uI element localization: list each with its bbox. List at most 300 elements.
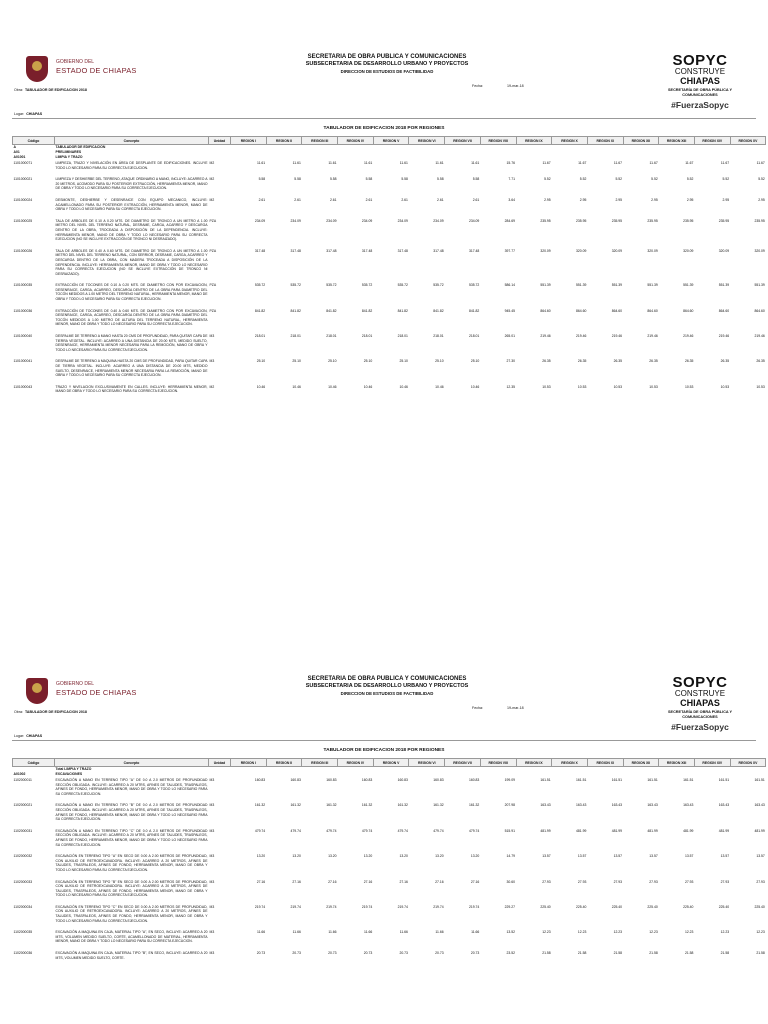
region-price: 5.52 (758, 177, 765, 182)
region-price: 11.66 (435, 930, 444, 935)
brand-construye: CONSTRUYE (674, 67, 726, 76)
chiapas-government-logo (26, 678, 186, 708)
region-price: 14.79 (506, 854, 515, 859)
region-price: 161.32 (397, 803, 408, 808)
sopyc-logo (660, 54, 740, 110)
region-price: 2.61 (294, 197, 301, 202)
region-price: 13.57 (613, 854, 623, 859)
region-price: 551.39 (754, 283, 765, 288)
column-header: REGION XIV (694, 137, 730, 145)
region-price: 13.57 (577, 854, 587, 859)
region-price: 481.99 (611, 828, 623, 833)
region-price: 11.66 (256, 930, 266, 935)
region-price: 235.95 (540, 218, 551, 223)
region-price: 160.83 (290, 778, 301, 782)
column-header: Unidad (209, 759, 231, 767)
region-price: 235.95 (754, 218, 765, 223)
column-header: REGION IX (516, 759, 552, 767)
item-unit: M3 (209, 803, 215, 808)
region-price: 479.74 (254, 828, 266, 833)
table-header-row (13, 137, 766, 145)
region-price: 26.35 (577, 359, 587, 364)
page-header (12, 50, 756, 122)
table-row (13, 333, 766, 353)
region-price: 11.61 (328, 161, 337, 165)
region-price: 26.35 (649, 359, 658, 364)
region-price: 30.60 (506, 879, 515, 884)
column-header: REGION II (266, 759, 302, 767)
region-price: 11.61 (399, 161, 408, 165)
region-price: 317.48 (326, 248, 337, 253)
column-header: REGION XI (587, 137, 623, 145)
item-unit: M3 (209, 828, 215, 833)
item-code: 1102000034 (13, 904, 33, 909)
item-code: 1101000025 (13, 218, 33, 223)
region-price: 229.27 (504, 904, 515, 909)
section-title: Total LIMPIA Y TRAZO (55, 767, 92, 771)
region-price: 27.16 (328, 879, 337, 884)
column-header: Código (13, 759, 55, 767)
item-unit: M3 (209, 854, 215, 859)
region-price: 481.99 (540, 828, 551, 833)
region-price: 161.32 (254, 803, 266, 808)
region-price: 161.51 (718, 778, 730, 782)
region-price: 20.73 (256, 951, 266, 956)
item-description: LIMPIEZA Y DESHIERBE DEL TERRENO, ATAQUE ORDINARIO A MANO, INCLUYE: ACARREO A 20 METROS, ACOMODO PARA SU POSTERIOR EXTRACCIÓN, HERRAMIENTA MENOR, MANO DE OBRA Y TODO LO NECESARIO PARA SU CORRECTA EJECUCION. (55, 177, 208, 191)
region-price: 23.52 (506, 951, 515, 956)
gov-line-1: GOBIERNO DEL (56, 681, 95, 687)
region-price: 320.09 (647, 248, 658, 253)
region-price: 11.61 (435, 161, 444, 165)
region-price: 5.52 (544, 177, 551, 182)
region-price: 5.52 (579, 177, 587, 182)
region-price: 13.52 (506, 930, 515, 935)
document-page-2 (12, 672, 765, 1024)
region-price: 481.99 (576, 828, 587, 833)
obra-value: TABULADOR DE EDIFICACION 2018 (25, 710, 87, 714)
obra-label: Obra: (14, 710, 23, 714)
region-price: 218.01 (290, 334, 301, 339)
region-price: 161.51 (611, 778, 623, 782)
region-price: 160.83 (433, 778, 444, 782)
region-price: 11.67 (578, 161, 587, 165)
region-price: 218.01 (361, 334, 373, 339)
region-price: 2.95 (686, 197, 694, 202)
item-code: 1102000036 (13, 951, 33, 956)
region-price: 225.40 (683, 904, 694, 909)
region-price: 841.82 (361, 308, 373, 313)
region-price: 10.53 (542, 384, 551, 389)
region-price: 320.09 (718, 248, 730, 253)
table-row (13, 904, 766, 924)
region-price: 15.76 (506, 161, 515, 165)
region-price: 234.09 (433, 218, 444, 223)
item-unit: M3 (209, 904, 215, 909)
region-price: 11.66 (399, 930, 408, 935)
item-unit: M3 (209, 778, 215, 782)
region-price: 12.23 (542, 930, 551, 935)
lugar-line (14, 112, 42, 116)
region-price: 25.10 (328, 359, 337, 364)
region-price: 20.73 (328, 951, 337, 956)
region-price: 481.99 (718, 828, 730, 833)
table-title: TABULADOR DE EDIFICACION 2018 POR REGIONES (323, 126, 445, 131)
region-price: 25.10 (292, 359, 301, 364)
region-price: 27.93 (756, 879, 765, 884)
region-price: 7.71 (508, 177, 515, 182)
region-price: 20.73 (363, 951, 373, 956)
region-price: 2.61 (329, 197, 337, 202)
region-price: 481.99 (683, 828, 694, 833)
region-price: 551.39 (611, 283, 623, 288)
region-price: 13.57 (542, 854, 551, 859)
item-description: TALA DE ARBOLES DE 0.10 A 0.20 MTS. DE DIAMETRO DE TRONCO A UN METRO A 1.00 METRO DEL NIVEL DEL TERRENO NATURAL, DESRAME, CARGA, ACARREO Y DESCARGA DENTRO DE LA OBRA, TROCEADA A DISPOSICIÓN DE LA DEPENDENCIA. INCLUYE: HERRAMIENTA MENOR, MANO DE OBRA Y TODO LO NECESARIO PARA SU CORRECTA EJECUCION (NO SE INCLUYE EXTRACCIÓN DE TRONCO NI DESRAIZADO). (55, 218, 208, 242)
table-row (13, 358, 766, 378)
region-price: 225.40 (647, 904, 658, 909)
region-price: 11.61 (471, 161, 480, 165)
region-price: 284.69 (504, 218, 515, 223)
region-price: 5.52 (722, 177, 730, 182)
region-price: 5.58 (294, 177, 301, 182)
item-description: EXCAVACIÓN EN TERRENO TIPO "B" EN SECO DE 0.00 A 2.00 METROS DE PROFUNDIDAD, CON AUXILIO DE RETROEXCAVADORA. INCLUYE: ACARREO A 20 METROS, AFINES DE TALUDES, TRASPALEOS, AFINES DE FONDO, HERRAMIENTA MENOR, MANO DE OBRA Y TODO LO NECESARIO PARA SU CORRECTA EJECUCION. (55, 879, 208, 898)
column-header: REGION IV (338, 759, 374, 767)
obra-label: Obra: (14, 88, 23, 92)
region-price: 12.23 (756, 930, 765, 935)
region-price: 841.82 (433, 308, 444, 313)
region-price: 2.95 (615, 197, 623, 202)
region-price: 27.93 (613, 879, 623, 884)
region-price: 2.61 (472, 197, 480, 202)
region-price: 219.74 (290, 904, 301, 909)
region-price: 25.10 (363, 359, 373, 364)
region-price: 11.67 (685, 161, 694, 165)
header-divider (12, 118, 756, 119)
region-price: 219.46 (611, 334, 623, 339)
region-price: 234.09 (326, 218, 337, 223)
header-titles (242, 676, 532, 697)
lugar-line (14, 734, 42, 738)
obra-line (14, 88, 87, 92)
region-price: 3.64 (508, 197, 515, 202)
column-header: REGION VIII (480, 759, 516, 767)
item-description: EXCAVACIÓN A MANO EN TERRENO TIPO "A" DE 0.0 A 2.0 METROS DE PROFUNDIDAD SECCIÓN OBLIGADA. INCLUYE: ACARREO A 20 MTRS, AFINES DE TALUDES, TRASPALEOS, AFINES DE FONDO, HERRAMIENTA MENOR, MANO DE OBRA Y TODO LO NECESARIO PARA SU CORRECTA EJECUCION. (55, 778, 208, 796)
region-price: 11.66 (364, 930, 373, 935)
region-price: 219.46 (647, 334, 658, 339)
region-price: 13.57 (684, 854, 694, 859)
region-price: 864.60 (611, 308, 623, 313)
region-price: 219.74 (397, 904, 408, 909)
region-price: 234.09 (361, 218, 373, 223)
region-price: 219.46 (718, 334, 730, 339)
region-price: 317.48 (397, 248, 408, 253)
item-code: 1101000026 (13, 248, 33, 253)
region-price: 2.95 (758, 197, 765, 202)
region-price: 265.01 (504, 334, 515, 339)
column-header: Código (13, 137, 55, 145)
region-price: 2.95 (722, 197, 730, 202)
table-title: TABULADOR DE EDIFICACION 2018 POR REGIONES (323, 748, 445, 753)
item-code: 1101000040 (13, 334, 33, 339)
region-price: 20.73 (470, 951, 480, 956)
item-unit: M3 (209, 879, 215, 884)
item-code: 1101000035 (13, 283, 33, 288)
region-price: 551.39 (540, 283, 551, 288)
region-price: 479.74 (397, 828, 408, 833)
lugar-value: CHIAPAS (26, 112, 43, 116)
region-price: 10.53 (756, 384, 765, 389)
region-price: 2.61 (365, 197, 373, 202)
fecha-label: Fecha: (472, 706, 483, 710)
region-price: 161.51 (683, 778, 694, 782)
region-price: 864.60 (576, 308, 587, 313)
region-price: 21.58 (649, 951, 658, 956)
page-header (12, 672, 756, 744)
region-price: 2.61 (258, 197, 266, 202)
region-price: 2.61 (401, 197, 408, 202)
item-code: 1101000043 (13, 384, 33, 389)
region-price: 21.58 (756, 951, 765, 956)
region-price: 10.46 (470, 384, 480, 389)
obra-value: TABULADOR DE EDIFICACION 2018 (25, 88, 87, 92)
region-price: 945.45 (504, 308, 515, 313)
region-price: 161.32 (290, 803, 301, 808)
region-price: 11.67 (756, 161, 765, 165)
region-price: 25.10 (470, 359, 480, 364)
sopyc-logo (660, 676, 740, 732)
item-description: EXCAVACIÓN A MAQUINA EN CAJA, MATERIAL TIPO "B", EN SECO, INCLUYE: ACARREO A 20 MTS, VOLUMEN MEDIDO SUELTO, CORTE. (55, 951, 208, 960)
region-price: 163.43 (576, 803, 587, 808)
column-header: REGION VIII (480, 137, 516, 145)
region-price: 12.23 (649, 930, 658, 935)
region-price: 5.52 (686, 177, 694, 182)
region-price: 199.09 (504, 778, 515, 782)
region-price: 219.74 (326, 904, 337, 909)
column-header: REGION XIV (694, 759, 730, 767)
region-price: 12.23 (720, 930, 730, 935)
item-unit: PZA (209, 218, 217, 223)
region-price: 219.74 (433, 904, 444, 909)
region-price: 27.93 (542, 879, 551, 884)
direccion-title: DIRECCION DE ESTUDIOS DE FACTIBILIDAD (340, 69, 434, 74)
table-header-row (13, 759, 766, 767)
table-row (13, 308, 766, 328)
region-price: 26.35 (613, 359, 623, 364)
region-price: 5.52 (615, 177, 623, 182)
item-description: DESPALME DE TERRENO A MANO HASTA 20 CMS DE PROFUNDIDAD, PARA QUITAR CAPA DE TIERRA VEGETAL. INCLUYE: ACARREO A UNA DISTANCIA DE 20.00 MTS, MEDIDO SUELTO, DESENRAICE, HERRAMIENTA MENOR NECESARIA PARA LA REMOCIÓN, MANO DE OBRA Y TODO LO NECESARIO PARA SU CORRECTA EJECUCION. (55, 334, 208, 352)
region-price: 13.57 (649, 854, 658, 859)
section-code: A (13, 145, 16, 149)
region-price: 160.83 (397, 778, 408, 782)
table-row (13, 853, 766, 873)
item-code: 1102000033 (13, 879, 33, 884)
table-body (13, 767, 766, 967)
column-header: REGION XI (587, 759, 623, 767)
table-row (13, 282, 766, 302)
region-price: 864.60 (754, 308, 765, 313)
region-price: 27.16 (435, 879, 444, 884)
region-price: 13.20 (256, 854, 266, 859)
region-price: 160.83 (468, 778, 480, 782)
column-header: REGION X (552, 137, 588, 145)
region-price: 841.82 (254, 308, 266, 313)
region-price: 535.72 (290, 283, 301, 288)
region-price: 27.16 (399, 879, 408, 884)
region-price: 12.35 (506, 384, 515, 389)
region-price: 10.46 (435, 384, 444, 389)
item-code: 1101000021 (13, 177, 33, 182)
section-title: PRELIMINARES (55, 150, 82, 154)
table-row (13, 828, 766, 848)
region-price: 11.66 (328, 930, 337, 935)
item-unit: M2 (209, 197, 215, 202)
region-price: 25.10 (256, 359, 266, 364)
region-price: 481.99 (647, 828, 658, 833)
table-row (13, 248, 766, 278)
region-price: 317.48 (254, 248, 266, 253)
region-price: 219.46 (576, 334, 587, 339)
region-price: 225.40 (754, 904, 765, 909)
region-price: 21.58 (542, 951, 551, 956)
direccion-title: DIRECCION DE ESTUDIOS DE FACTIBILIDAD (340, 691, 434, 696)
column-header: REGION V (373, 759, 409, 767)
region-price: 225.40 (718, 904, 730, 909)
column-header: REGION III (302, 759, 338, 767)
region-price: 11.67 (613, 161, 623, 165)
item-code: 1102000032 (13, 854, 33, 859)
region-price: 12.23 (684, 930, 694, 935)
region-price: 20.73 (435, 951, 444, 956)
column-header: REGION X (552, 759, 588, 767)
fecha-value: 19-mar-18 (507, 706, 524, 710)
table-row (13, 950, 766, 961)
region-price: 317.48 (361, 248, 373, 253)
region-price: 25.10 (435, 359, 444, 364)
item-code: 1101000041 (13, 359, 33, 364)
region-price: 12.23 (613, 930, 623, 935)
item-description: EXCAVACIÓN A MAQUINA EN CAJA, MATERIAL TIPO "A", EN SECO, INCLUYE: ACARREO A 20 MTS, VOLUMEN MEDIDO SUELTO, CORTE, ACAMELLONADO DE MATERIAL, HERRAMIENTA MENOR, MANO DE OBRA Y TODO LO NECESARIO PARA SU CORRECTA EJECUCION. (55, 930, 208, 944)
region-price: 27.93 (577, 879, 587, 884)
chiapas-shield-icon (26, 56, 48, 82)
table-row (13, 176, 766, 192)
region-price: 21.58 (613, 951, 623, 956)
brand-chiapas: CHIAPAS (680, 76, 720, 86)
region-price: 163.43 (754, 803, 765, 808)
item-code: 1101000036 (13, 308, 33, 313)
region-price: 535.72 (468, 283, 480, 288)
region-price: 21.58 (684, 951, 694, 956)
region-price: 481.99 (754, 828, 765, 833)
region-price: 479.74 (361, 828, 373, 833)
column-header: REGION XIII (659, 137, 695, 145)
region-price: 27.16 (470, 879, 480, 884)
region-price: 320.09 (540, 248, 551, 253)
region-price: 26.35 (720, 359, 730, 364)
region-price: 320.09 (683, 248, 694, 253)
region-price: 535.72 (254, 283, 266, 288)
item-unit: M2 (209, 177, 215, 182)
region-price: 5.58 (365, 177, 373, 182)
region-price: 163.43 (540, 803, 551, 808)
price-table (12, 136, 766, 400)
region-price: 25.10 (399, 359, 408, 364)
region-price: 20.73 (292, 951, 301, 956)
region-price: 551.39 (576, 283, 587, 288)
document-page-1 (12, 50, 765, 660)
table-row (13, 197, 766, 213)
item-unit: M2 (209, 384, 215, 389)
region-price: 5.58 (401, 177, 408, 182)
brand-hashtag: #FuerzaSopyc (671, 722, 729, 732)
column-header: Concepto (55, 759, 209, 767)
column-header: Concepto (55, 137, 209, 145)
region-price: 13.20 (292, 854, 301, 859)
column-header: REGION IV (338, 137, 374, 145)
region-price: 27.93 (684, 879, 694, 884)
region-price: 234.09 (468, 218, 480, 223)
item-description: TRAZO Y NIVELACION EXCLUSIVAMENTE EN CALLES. INCLUYE: HERRAMIENTA MENOR, MANO DE OBRA Y TODO LO NECESARIO PARA SU CORRECTA EJECUCION. (55, 384, 208, 394)
fecha-label: Fecha: (472, 84, 483, 88)
section-code: A01 (13, 150, 20, 154)
region-price: 219.46 (540, 334, 551, 339)
gov-line-1: GOBIERNO DEL (56, 59, 95, 65)
region-price: 163.43 (683, 803, 694, 808)
region-price: 11.61 (256, 161, 266, 165)
region-price: 21.58 (577, 951, 587, 956)
region-price: 20.73 (399, 951, 408, 956)
region-price: 2.61 (437, 197, 444, 202)
table-row (13, 929, 766, 945)
region-price: 10.53 (684, 384, 694, 389)
brand-chiapas: CHIAPAS (680, 698, 720, 708)
column-header: REGION VII (445, 137, 481, 145)
region-price: 160.83 (326, 778, 337, 782)
region-price: 235.95 (611, 218, 623, 223)
column-header: REGION XII (623, 137, 659, 145)
region-price: 5.52 (651, 177, 658, 182)
region-price: 11.66 (292, 930, 301, 935)
region-price: 11.67 (649, 161, 658, 165)
brand-secretaria: SECRETARÍA DE OBRA PÚBLICA Y COMUNICACIONES (668, 88, 732, 97)
region-price: 225.40 (540, 904, 551, 909)
region-price: 841.82 (290, 308, 301, 313)
region-price: 11.66 (471, 930, 480, 935)
region-price: 26.35 (542, 359, 551, 364)
region-price: 218.01 (397, 334, 408, 339)
region-price: 10.53 (613, 384, 623, 389)
region-price: 535.72 (326, 283, 337, 288)
item-unit: M3 (209, 334, 215, 339)
item-description: EXCAVACIÓN EN TERRENO TIPO "A" EN SECO DE 0.00 A 2.00 METROS DE PROFUNDIDAD, CON AUXILIO DE RETROEXCAVADORA. INCLUYE: ACARREO A 20 METROS, AFINES DE TALUDES, TRASPALEOS, AFINES DE FONDO, HERRAMIENTA MENOR, MANO DE OBRA Y TODO LO NECESARIO PARA SU CORRECTA EJECUCION. (55, 854, 208, 872)
region-price: 11.67 (720, 161, 730, 165)
region-price: 161.51 (754, 778, 765, 782)
region-price: 317.48 (290, 248, 301, 253)
region-price: 13.20 (328, 854, 337, 859)
column-header: REGION XII (623, 759, 659, 767)
item-unit: M3 (209, 951, 215, 956)
lugar-value: CHIAPAS (26, 734, 43, 738)
region-price: 10.46 (328, 384, 337, 389)
item-description: EXTRACCIÓN DE TOCONES DE 0.40 A 0.60 MTS. DE DIAMETRO CON POR EXCAVACION, DESENRAICE, CARGA, ACARREO, DESCARGA DENTRO DE LA OBRA PARA DIAMETRO DEL TOCÓN MEDIDOS A 1.00 METRO DE ALTURA DEL TERRENO NATURAL, HERRAMIENTA MENOR, MANO DE OBRA Y TODO LO NECESARIO PARA SU CORRECTA EJECUCION. (55, 308, 208, 327)
item-unit: M3 (209, 930, 215, 935)
region-price: 2.95 (579, 197, 587, 202)
region-price: 13.57 (720, 854, 730, 859)
region-price: 841.82 (326, 308, 337, 313)
region-price: 479.74 (433, 828, 444, 833)
region-price: 10.46 (399, 384, 408, 389)
region-price: 2.95 (544, 197, 551, 202)
region-price: 160.83 (361, 778, 373, 782)
region-price: 12.23 (577, 930, 587, 935)
